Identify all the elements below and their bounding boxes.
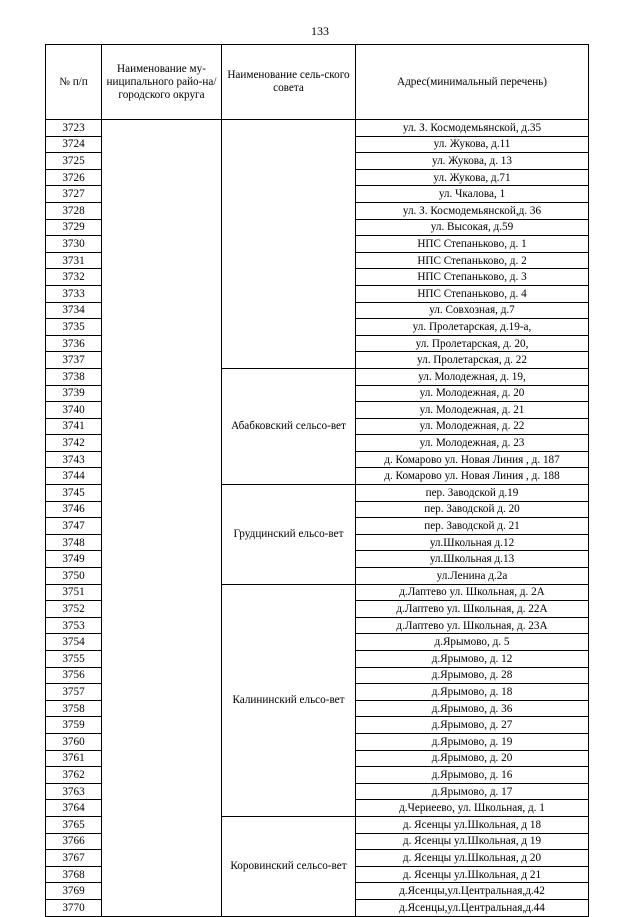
row-number: 3758 [46, 700, 102, 717]
council-cell [222, 120, 356, 369]
address-cell: ул.Школьная д.13 [356, 551, 589, 568]
address-cell: д.Лаптево ул. Школьная, д. 22А [356, 601, 589, 618]
row-number: 3726 [46, 169, 102, 186]
row-number: 3748 [46, 534, 102, 551]
table-header-row [46, 45, 589, 120]
row-number: 3727 [46, 186, 102, 203]
address-cell: ул. Молодежная, д. 21 [356, 402, 589, 419]
address-cell: д. Ясенцы ул.Школьная, д 20 [356, 850, 589, 867]
table-row [46, 120, 589, 137]
address-cell: д. Ясенцы ул.Школьная, д 21 [356, 866, 589, 883]
council-cell: Коровинский сельсо-вет [222, 816, 356, 916]
row-number: 3729 [46, 219, 102, 236]
row-number: 3744 [46, 468, 102, 485]
address-cell: ул. З. Космодемьянской,д. 36 [356, 202, 589, 219]
address-cell: д.Ярымово, д. 5 [356, 634, 589, 651]
row-number: 3759 [46, 717, 102, 734]
address-cell: ул. Жукова, д. 13 [356, 153, 589, 170]
row-number: 3762 [46, 767, 102, 784]
council-cell: Грудцинский ельсо-вет [222, 485, 356, 585]
row-number: 3769 [46, 883, 102, 900]
row-number: 3724 [46, 136, 102, 153]
address-cell: д. Комарово ул. Новая Линия , д. 187 [356, 451, 589, 468]
address-cell: д.Ярымово, д. 19 [356, 733, 589, 750]
row-number: 3755 [46, 651, 102, 668]
address-cell: ул. З. Космодемьянской, д.35 [356, 120, 589, 137]
address-cell: д.Ярымово, д. 18 [356, 684, 589, 701]
address-cell: д.Чериеево, ул. Школьная, д. 1 [356, 800, 589, 817]
row-number: 3740 [46, 402, 102, 419]
row-number: 3742 [46, 435, 102, 452]
row-number: 3768 [46, 866, 102, 883]
address-cell: д.Ярымово, д. 28 [356, 667, 589, 684]
row-number: 3731 [46, 252, 102, 269]
address-cell: ул. Пролетарская, д.19-а, [356, 319, 589, 336]
row-number: 3732 [46, 269, 102, 286]
header-council: Наименование сель-ского совета [222, 45, 356, 120]
row-number: 3756 [46, 667, 102, 684]
row-number: 3743 [46, 451, 102, 468]
row-number: 3723 [46, 120, 102, 137]
address-cell: ул. Пролетарская, д. 22 [356, 352, 589, 369]
address-cell: пер. Заводской д. 21 [356, 518, 589, 535]
address-cell: ул. Чкалова, 1 [356, 186, 589, 203]
address-cell: ул. Молодежная, д. 22 [356, 418, 589, 435]
row-number: 3725 [46, 153, 102, 170]
address-cell: ул. Пролетарская, д. 20, [356, 335, 589, 352]
address-cell: д.Лаптево ул. Школьная, д. 23А [356, 617, 589, 634]
address-cell: д.Ярымово, д. 17 [356, 783, 589, 800]
row-number: 3770 [46, 899, 102, 916]
address-cell: д.Ясенцы,ул.Центральная,д.44 [356, 899, 589, 916]
address-cell: НПС Степаньково, д. 2 [356, 252, 589, 269]
address-cell: ул. Совхозная, д.7 [356, 302, 589, 319]
address-cell: д.Ярымово, д. 27 [356, 717, 589, 734]
row-number: 3763 [46, 783, 102, 800]
row-number: 3747 [46, 518, 102, 535]
row-number: 3751 [46, 584, 102, 601]
row-number: 3741 [46, 418, 102, 435]
address-cell: ул. Молодежная, д. 19, [356, 368, 589, 385]
address-cell: д. Ясенцы ул.Школьная, д 19 [356, 833, 589, 850]
address-cell: ул. Жукова, д.71 [356, 169, 589, 186]
row-number: 3765 [46, 816, 102, 833]
row-number: 3764 [46, 800, 102, 817]
row-number: 3736 [46, 335, 102, 352]
address-cell: пер. Заводской д. 20 [356, 501, 589, 518]
address-cell: д. Ясенцы ул.Школьная, д 18 [356, 816, 589, 833]
row-number: 3760 [46, 733, 102, 750]
table-body [46, 120, 589, 917]
row-number: 3749 [46, 551, 102, 568]
row-number: 3746 [46, 501, 102, 518]
row-number: 3728 [46, 202, 102, 219]
row-number: 3730 [46, 236, 102, 253]
row-number: 3735 [46, 319, 102, 336]
row-number: 3733 [46, 285, 102, 302]
address-cell: д.Ярымово, д. 20 [356, 750, 589, 767]
row-number: 3734 [46, 302, 102, 319]
row-number: 3754 [46, 634, 102, 651]
address-cell: д. Комарово ул. Новая Линия , д. 188 [356, 468, 589, 485]
address-cell: д.Лаптево ул. Школьная, д. 2А [356, 584, 589, 601]
page-number: 133 [311, 24, 329, 38]
address-table [45, 44, 589, 917]
header-district: Наименование му-ниципального райо-на/ городского округа [102, 45, 222, 120]
address-cell: ул. Молодежная, д. 20 [356, 385, 589, 402]
row-number: 3761 [46, 750, 102, 767]
row-number: 3745 [46, 485, 102, 502]
row-number: 3737 [46, 352, 102, 369]
address-cell: д.Ярымово, д. 36 [356, 700, 589, 717]
row-number: 3750 [46, 568, 102, 585]
council-cell: Абабковский сельсо-вет [222, 368, 356, 484]
address-cell: ул.Школьная д.12 [356, 534, 589, 551]
address-cell: НПС Степаньково, д. 1 [356, 236, 589, 253]
row-number: 3766 [46, 833, 102, 850]
address-cell: НПС Степаньково, д. 3 [356, 269, 589, 286]
row-number: 3739 [46, 385, 102, 402]
header-address: Адрес(минимальный перечень) [356, 45, 589, 120]
address-cell: ул. Жукова, д.11 [356, 136, 589, 153]
address-cell: ул.Ленина д.2а [356, 568, 589, 585]
address-cell: НПС Степаньково, д. 4 [356, 285, 589, 302]
row-number: 3752 [46, 601, 102, 618]
address-cell: ул. Молодежная, д. 23 [356, 435, 589, 452]
council-cell: Калининский ельсо-вет [222, 584, 356, 816]
address-cell: д.Ярымово, д. 12 [356, 651, 589, 668]
header-num: № п/п [46, 45, 102, 120]
district-cell [102, 120, 222, 917]
row-number: 3753 [46, 617, 102, 634]
address-cell: д.Ясенцы,ул.Центральная,д.42 [356, 883, 589, 900]
row-number: 3738 [46, 368, 102, 385]
row-number: 3757 [46, 684, 102, 701]
address-cell: д.Ярымово, д. 16 [356, 767, 589, 784]
address-cell: ул. Высокая, д.59 [356, 219, 589, 236]
address-cell: пер. Заводской д.19 [356, 485, 589, 502]
row-number: 3767 [46, 850, 102, 867]
